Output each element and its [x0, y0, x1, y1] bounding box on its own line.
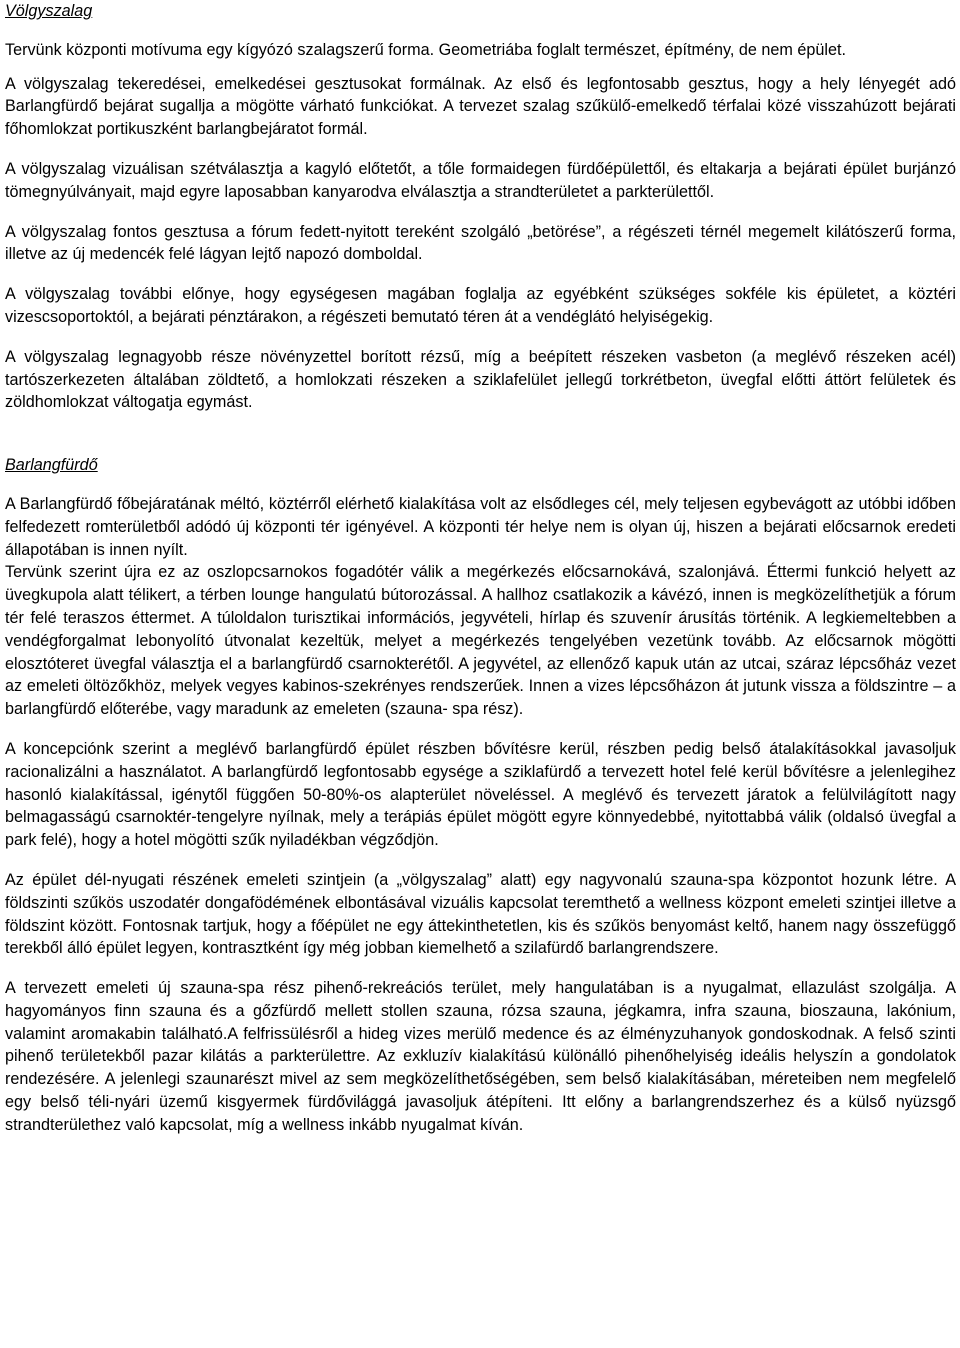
paragraph: A Barlangfürdő főbejáratának méltó, köztérről elérhető kialakítása volt az elsődleges cél, mely teljesen egybevágott az utóbbi időben felfedezett romterületből adódó új központi tér igényével. A központi tér helye nem is olyan új, hiszen a bejárati előcsarnok eredeti állapotában is innen nyílt.	[5, 494, 956, 559]
section-title-volgyszalag: Völgyszalag	[5, 2, 93, 20]
section-title-barlangfurdo: Barlangfürdő	[5, 456, 98, 475]
paragraph: A völgyszalag legnagyobb része növényzettel borított rézsű, míg a beépített részeken vasbeton (a meglévő részeken acél) tartószerkezeten általában zöldtető, a homlokzati részeken a sziklafelület jellegű torkrétbeton, üvegfal előtti áttört felületek és zöldhomlokzat váltogatja egymást.	[5, 347, 956, 412]
paragraph: A völgyszalag tekeredései, emelkedései gesztusokat formálnak. Az első és legfontosabb gesztus, hogy a hely lényegét adó Barlangfürdő bejárat sugallja a mögötte várható funkciókat. A tervezet szalag szűkülő-emelkedő térfalai közé visszahúzott bejárati főhomlokzat portikuszként barlangbejáratot formál.	[5, 74, 956, 139]
paragraph: A völgyszalag fontos gesztusa a fórum fedett-nyitott tereként szolgáló „betörése”, a régészeti térnél megemelt kilátószerű forma, illetve az új medencék felé lágyan lejtő napozó domboldal.	[5, 222, 956, 264]
paragraph: Tervünk központi motívuma egy kígyózó szalagszerű forma. Geometriába foglalt természet, építmény, de nem épület.	[5, 40, 846, 59]
paragraph: Az épület dél-nyugati részének emeleti szintjein (a „völgyszalag” alatt) egy nagyvonalú szauna-spa központot hozunk létre. A földszinti szűkös uszodatér dongafödémének elbontásával vizuális kapcsolat teremthető a wellness központ emeleti szintjei illetve a földszint között. Fontosnak tartjuk, hogy a főépület ne egy áttekinthetetlen, kis és szűkös benyomást keltő, hanem nagy összefüggő terekből álló épület legyen, kontrasztként így még jobban kiemelhető a szilafürdő barlangrendszere.	[5, 870, 956, 958]
paragraph: A völgyszalag vizuálisan szétválasztja a kagyló előtetőt, a tőle formaidegen fürdőépülettől, és eltakarja a bejárati épület burjánzó tömegnyúlványait, majd egyre laposabban kanyarodva elválasztja a strandterületet a parkterülettől.	[5, 159, 956, 201]
paragraph: A tervezett emeleti új szauna-spa rész pihenő-rekreációs terület, mely hangulatában is a nyugalmat, ellazulást szolgálja. A hagyományos finn szauna és a gőzfürdő mellett stollen szauna, rózsa szauna, jégkamra, infra szauna, bioszauna, lakónium, valamint aromakabin található.A felfrissülésről a hideg vizes merülő medence és az élményzuhanyok gondoskodnak. A felső szinti pihenő területekből pazar kilátás a parkterülettre. Az exkluzív kialakítású különálló pihenőhelyiség ideális helyszín a gondolatok rendezésére. A jelenlegi szaunarészt mivel az sem megközelíthetőségében, sem belső kialakításában, méreteiben nem megfelelő egy belső téli-nyári üzemű kisgyermek fürdővilággá javasoljuk átépíteni. Itt előny a barlangrendszerhez és a külső nyüzsgő strandterülethez való kapcsolat, míg a wellness inkább nyugalmat kíván.	[5, 979, 956, 1134]
paragraph: A völgyszalag további előnye, hogy egységesen magában foglalja az egyébként szükséges sokféle kis épületet, a köztéri vizescsoportoktól, a bejárati pénztárakon, a régészeti bemutató téren át a vendéglátó helyiségekig.	[5, 285, 956, 326]
paragraph: A koncepciónk szerint a meglévő barlangfürdő épület részben bővítésre kerül, részben pedig belső átalakításokkal javasoljuk racionalizálni a használatot. A barlangfürdő legfontosabb egysége a sziklafürdő a tervezett hotel felé kerül bővítésre a jelenlegihez hasonló kialakítással, igénytől függően 50-80%-os alapterület növeléssel. A meglévő és tervezett járatok a felülvilágított nagy belmagasságú csarnoktér-tengelyre nyílnak, mely a terápiás épület mögött egyre könnyedebbé, nyitottabbá válik (oldalsó üvegfal a park felé), hogy a hotel mögötti szűk nyiladékban végződjön.	[5, 739, 956, 850]
paragraph: Tervünk szerint újra ez az oszlopcsarnokos fogadótér válik a megérkezés előcsarnokává, szalonjává. Éttermi funkció helyett az üvegkupola alatt télikert, a térben lounge hangulatú bútorozással. A hallhoz csatlakozik a kávézó, innen is megközelíthetjük a fórum tér felé teraszos éttermet. A túloldalon turisztikai információs, jegyvételi, hírlap és szuvenír árusítás történik. A legkiemeltebben a vendégforgalmat lebonyolító útvonalat kezeltük, melyet a megérkezés tengelyében vezetünk tovább. Az előcsarnok mögötti elosztóteret üvegfal választja el a barlangfürdő csarnokterétől. A jegyvétel, az ellenőző kapuk után az utcai, száraz lépcsőház vezet az emeleti öltözőkhöz, melyek vegyes kabinos-szekrényes rendszerűek. Innen a vizes lépcsőházon át jutunk vissza a földszintre – a barlangfürdő előterébe, vagy maradunk az emeleten (szauna- spa rész).	[5, 563, 956, 719]
